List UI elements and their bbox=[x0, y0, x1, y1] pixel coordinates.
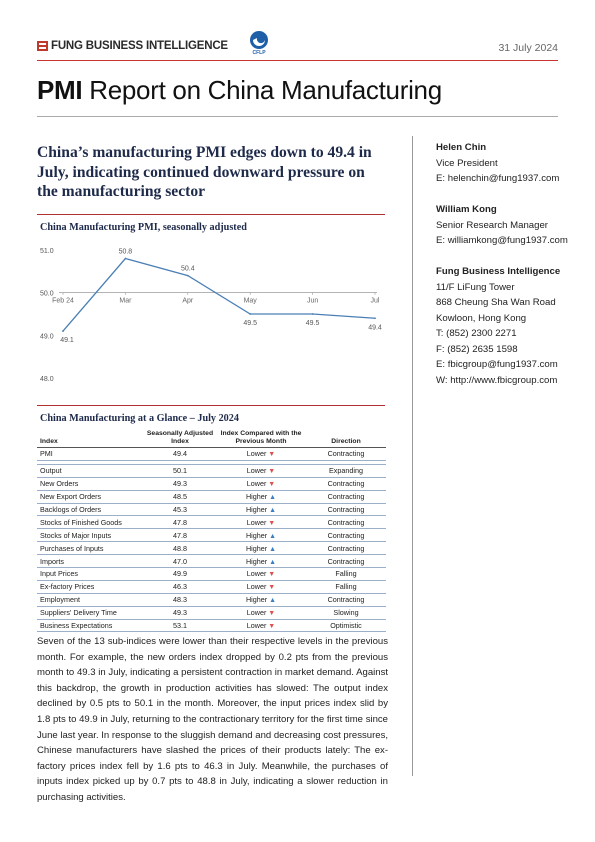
table-row bbox=[37, 477, 386, 490]
cell-index: Input Prices bbox=[37, 568, 144, 581]
arrow-up-icon: ▲ bbox=[267, 597, 277, 605]
report-date: 31 July 2024 bbox=[498, 42, 558, 54]
arrow-down-icon: ▼ bbox=[266, 584, 276, 592]
cell-index: Imports bbox=[37, 555, 144, 568]
cell-index: Business Expectations bbox=[37, 619, 144, 632]
cell-index: Purchases of Inputs bbox=[37, 542, 144, 555]
table-section-rule bbox=[37, 405, 385, 406]
cell-direction: Falling bbox=[306, 568, 386, 581]
compared-label: Higher bbox=[245, 595, 268, 605]
chart-section-rule bbox=[37, 214, 385, 215]
y-tick-label: 48.0 bbox=[40, 376, 54, 383]
header-compared: Index Compared with the Previous Month bbox=[216, 430, 306, 448]
page-title-bold: PMI bbox=[37, 75, 83, 105]
cell-value: 49.3 bbox=[144, 606, 216, 619]
data-point bbox=[125, 258, 127, 260]
contact-role: Senior Research Manager bbox=[436, 219, 548, 231]
header-seasonally-adjusted: Seasonally Adjusted Index bbox=[144, 430, 216, 448]
cell-value: 53.1 bbox=[144, 619, 216, 632]
data-label: 50.8 bbox=[118, 248, 133, 256]
data-label: 49.4 bbox=[368, 324, 382, 332]
table-header-row bbox=[37, 430, 386, 448]
table-row bbox=[37, 490, 386, 503]
contact-address-3: Kowloon, Hong Kong bbox=[436, 312, 527, 324]
arrow-up-icon: ▲ bbox=[267, 507, 277, 514]
page-title-rest: Report on China Manufacturing bbox=[82, 75, 442, 105]
cell-index: New Export Orders bbox=[37, 490, 144, 503]
arrow-down-icon: ▼ bbox=[266, 481, 276, 489]
data-label: 49.5 bbox=[243, 320, 258, 327]
contact-website[interactable]: W: http://www.fbicgroup.com bbox=[436, 374, 558, 386]
contact-address-2: 868 Cheung Sha Wan Road bbox=[436, 297, 556, 308]
body-paragraph: Seven of the 13 sub-indices were lower than their respective levels in the previous month. For example, the new orders index dropped by 0.2 pts from the previous month to 49.3 in July, indicating a persistent contraction in market demand. Against this backdrop, the growth in production activities has slowed: The output index declined by 0.5 pts to 50.1 in the month. Moreover, the input prices index slid by 1.8 pts to 49.9 in July, returning to the contractionary territory for the first time since June last year. In response to the sluggish demand and decreasing cost pressures, Chinese manufacturers have slashed the prices of their products lately: The ex-factory prices index fell by 1.6 pts to 46.3 in July. Meanwhile, the purchases of inputs index picked up by 0.7 pts to 48.8 in July, indicating a slower reduction in purchasing activities. bbox=[37, 636, 388, 803]
x-tick-label: Jun bbox=[306, 297, 319, 305]
arrow-up-icon: ▲ bbox=[267, 532, 277, 540]
cell-direction: Contracting bbox=[306, 542, 386, 555]
pmi-series-line bbox=[63, 259, 375, 332]
sidebar-divider bbox=[412, 136, 413, 776]
table-row bbox=[37, 619, 386, 632]
cell-direction: Falling bbox=[306, 580, 386, 593]
compared-label: Lower bbox=[246, 608, 267, 618]
compared-label: Lower bbox=[246, 466, 267, 476]
cell-direction: Contracting bbox=[306, 555, 386, 568]
contact-name: Fung Business Intelligence bbox=[436, 266, 561, 277]
arrow-up-icon: ▲ bbox=[267, 494, 277, 502]
data-label: 50.4 bbox=[180, 265, 195, 273]
header-rule bbox=[37, 60, 558, 61]
contact-role: Vice President bbox=[436, 157, 498, 169]
compared-label: Higher bbox=[245, 530, 268, 540]
contact-fax: F: (852) 2635 1598 bbox=[436, 343, 518, 355]
cell-compared bbox=[216, 555, 306, 568]
contact-william bbox=[436, 202, 568, 249]
compared-label: Higher bbox=[245, 492, 268, 502]
cell-direction: Contracting bbox=[306, 516, 386, 529]
table-row bbox=[37, 464, 386, 477]
contact-email[interactable]: E: fbicgroup@fung1937.com bbox=[436, 359, 558, 370]
table-body bbox=[37, 448, 386, 632]
cell-value: 47.0 bbox=[144, 555, 216, 568]
arrow-down-icon: ▼ bbox=[266, 610, 276, 618]
cell-compared bbox=[216, 542, 306, 555]
glance-table bbox=[37, 430, 386, 632]
table-row bbox=[37, 448, 386, 461]
contact-email[interactable]: E: williamkong@fung1937.com bbox=[436, 235, 568, 246]
title-rule bbox=[37, 116, 558, 117]
table-row bbox=[37, 516, 386, 529]
table-row bbox=[37, 593, 386, 606]
data-point bbox=[249, 313, 251, 315]
x-tick-label: Feb 24 bbox=[52, 297, 74, 305]
data-label: 49.5 bbox=[305, 320, 320, 327]
cell-direction: Contracting bbox=[306, 503, 386, 516]
arrow-down-icon: ▼ bbox=[266, 571, 276, 579]
table-row bbox=[37, 503, 386, 516]
y-tick-label: 51.0 bbox=[40, 248, 54, 255]
data-point bbox=[62, 330, 64, 332]
arrow-up-icon: ▲ bbox=[267, 558, 277, 566]
arrow-down-icon: ▼ bbox=[266, 451, 276, 459]
x-tick-label: Apr bbox=[182, 297, 194, 305]
x-tick-label: Jul bbox=[370, 297, 380, 305]
contact-email[interactable]: E: helenchin@fung1937.com bbox=[436, 173, 560, 184]
table-row bbox=[37, 580, 386, 593]
table-row bbox=[37, 606, 386, 619]
cell-value: 46.3 bbox=[144, 580, 216, 593]
table-row bbox=[37, 542, 386, 555]
x-tick-label: May bbox=[243, 297, 257, 305]
page-title bbox=[37, 75, 442, 106]
table-row bbox=[37, 568, 386, 581]
y-tick-label: 50.0 bbox=[40, 290, 54, 298]
brand-logo bbox=[37, 40, 228, 52]
pmi-line-chart bbox=[37, 240, 387, 390]
cell-value: 49.4 bbox=[144, 448, 216, 461]
data-point bbox=[374, 317, 376, 319]
brand-logo-icon bbox=[37, 41, 48, 51]
cell-index: Stocks of Finished Goods bbox=[37, 516, 144, 529]
cell-index: Ex-factory Prices bbox=[37, 580, 144, 593]
compared-label: Higher bbox=[245, 505, 268, 514]
table-row bbox=[37, 529, 386, 542]
contact-helen bbox=[436, 140, 559, 187]
cell-compared bbox=[216, 619, 306, 632]
cell-index: New Orders bbox=[37, 477, 144, 490]
data-point bbox=[187, 275, 189, 277]
cell-direction: Contracting bbox=[306, 477, 386, 490]
contact-name: William Kong bbox=[436, 204, 497, 215]
compared-label: Lower bbox=[246, 517, 267, 527]
contact-fbi bbox=[436, 264, 560, 388]
cell-value: 49.3 bbox=[144, 477, 216, 490]
cell-value: 48.3 bbox=[144, 593, 216, 606]
brand-name: FUNG BUSINESS INTELLIGENCE bbox=[51, 40, 228, 52]
contact-phone: T: (852) 2300 2271 bbox=[436, 328, 517, 339]
cell-compared bbox=[216, 606, 306, 619]
compared-label: Lower bbox=[246, 569, 267, 579]
table-title: China Manufacturing at a Glance – July 2024 bbox=[40, 413, 239, 424]
arrow-down-icon: ▼ bbox=[266, 468, 276, 476]
headline: China’s manufacturing PMI edges down to 49.4 in July, indicating continued downward pressure on the manufacturing sector bbox=[37, 144, 372, 200]
data-point bbox=[312, 313, 314, 315]
x-tick-label: Mar bbox=[119, 297, 132, 305]
contact-address-1: 11/F LiFung Tower bbox=[436, 281, 515, 293]
cell-compared bbox=[216, 593, 306, 606]
data-label: 49.1 bbox=[60, 337, 74, 345]
cell-direction: Slowing bbox=[306, 606, 386, 619]
cell-compared bbox=[216, 580, 306, 593]
cell-direction: Contracting bbox=[306, 593, 386, 606]
compared-label: Higher bbox=[245, 556, 268, 566]
chart-title: China Manufacturing PMI, seasonally adjusted bbox=[40, 222, 247, 233]
table-row bbox=[37, 555, 386, 568]
cell-compared bbox=[216, 477, 306, 490]
cell-value: 47.8 bbox=[144, 516, 216, 529]
cell-direction: Optimistic bbox=[306, 619, 386, 632]
cell-compared bbox=[216, 503, 306, 516]
header-direction: Direction bbox=[306, 430, 386, 448]
cell-compared bbox=[216, 568, 306, 581]
cell-value: 45.3 bbox=[144, 503, 216, 516]
cell-index: Backlogs of Orders bbox=[37, 503, 144, 516]
cell-value: 49.9 bbox=[144, 568, 216, 581]
contact-name: Helen Chin bbox=[436, 142, 487, 153]
cell-compared bbox=[216, 464, 306, 477]
cflp-logo-text: CFLP bbox=[252, 50, 266, 55]
cell-index: Employment bbox=[37, 593, 144, 606]
cell-compared bbox=[216, 490, 306, 503]
cell-value: 47.8 bbox=[144, 529, 216, 542]
compared-label: Lower bbox=[246, 449, 267, 459]
cell-value: 48.8 bbox=[144, 542, 216, 555]
compared-label: Lower bbox=[246, 621, 267, 631]
cell-direction: Contracting bbox=[306, 490, 386, 503]
cell-index: Output bbox=[37, 464, 144, 477]
cell-value: 50.1 bbox=[144, 464, 216, 477]
header-index: Index bbox=[37, 430, 144, 448]
cell-compared bbox=[216, 529, 306, 542]
cell-index: Suppliers' Delivery Time bbox=[37, 606, 144, 619]
y-tick-label: 49.0 bbox=[40, 333, 54, 341]
cell-value: 48.5 bbox=[144, 490, 216, 503]
compared-label: Lower bbox=[246, 582, 267, 592]
arrow-up-icon: ▲ bbox=[267, 545, 277, 553]
cell-index: PMI bbox=[37, 448, 144, 461]
arrow-down-icon: ▼ bbox=[266, 519, 276, 527]
cell-index: Stocks of Major Inputs bbox=[37, 529, 144, 542]
arrow-down-icon: ▼ bbox=[266, 623, 276, 631]
compared-label: Lower bbox=[246, 479, 267, 489]
cell-direction: Expanding bbox=[306, 464, 386, 477]
cell-compared bbox=[216, 448, 306, 461]
cell-direction: Contracting bbox=[306, 448, 386, 461]
cflp-logo bbox=[246, 29, 272, 55]
cell-compared bbox=[216, 516, 306, 529]
cell-direction: Contracting bbox=[306, 529, 386, 542]
compared-label: Higher bbox=[245, 543, 268, 553]
